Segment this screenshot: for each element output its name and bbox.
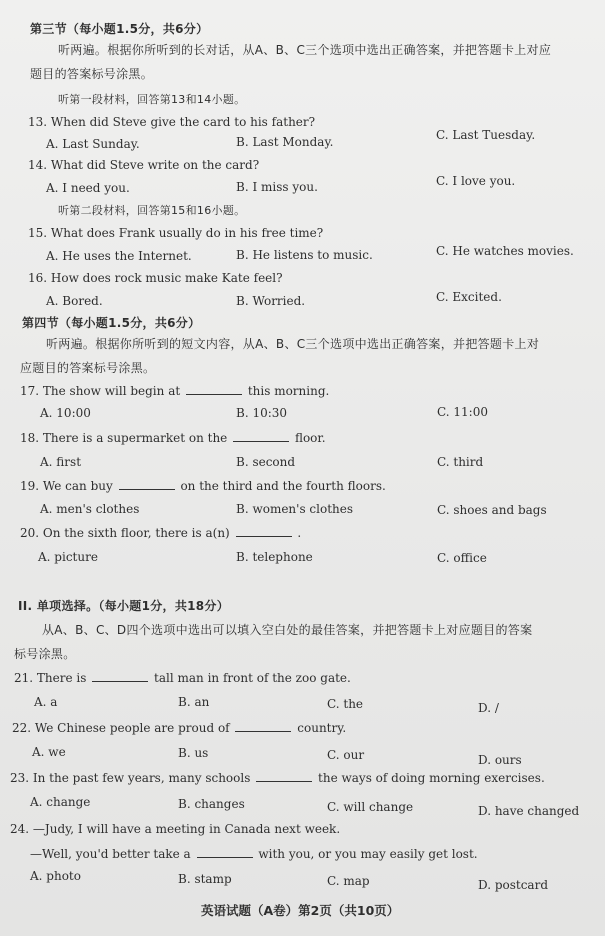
q22-stem-post: country. [297, 721, 347, 735]
q21-option-b: B. an [178, 695, 210, 709]
section3-instruction-line2: 题目的答案标号涂黑。 [30, 67, 154, 81]
q24-blank [197, 847, 253, 858]
q21-stem [14, 671, 351, 686]
q18-option-a: A. first [40, 455, 82, 469]
q15-option-c: C. He watches movies. [436, 244, 574, 258]
q14-option-b: B. I miss you. [236, 180, 318, 194]
q13-option-a: A. Last Sunday. [46, 137, 140, 151]
q20-stem [20, 526, 301, 541]
q22-blank [235, 721, 291, 732]
q19-blank [119, 479, 175, 490]
q19-option-c: C. shoes and bags [437, 503, 547, 517]
q23-blank [256, 771, 312, 782]
section4-title: 第四节（每小题1.5分，共6分） [22, 316, 201, 330]
q17-option-c: C. 11:00 [437, 405, 488, 419]
part2-instruction-line2: 标号涂黑。 [14, 647, 76, 661]
q15-option-b: B. He listens to music. [236, 248, 373, 262]
q18-option-b: B. second [236, 455, 296, 469]
q24-option-d: D. postcard [478, 878, 549, 892]
q17-stem-post: this morning. [247, 384, 330, 398]
q21-option-c: C. the [327, 697, 364, 711]
q19-option-a: A. men's clothes [40, 502, 140, 516]
q22-stem-pre: 22. We Chinese people are proud of [12, 721, 230, 735]
q14-stem: 14. What did Steve write on the card? [28, 158, 260, 172]
section4-instruction-line2: 应题目的答案标号涂黑。 [20, 361, 156, 375]
q24-stem-pre: —Well, you'd better take a [30, 847, 191, 861]
q23-stem-post: the ways of doing morning exercises. [318, 771, 545, 785]
q17-option-b: B. 10:30 [236, 406, 288, 420]
q23-option-d: D. have changed [478, 804, 580, 818]
q18-stem-pre: 18. There is a supermarket on the [20, 431, 228, 445]
q15-option-a: A. He uses the Internet. [46, 249, 192, 263]
q19-stem-pre: 19. We can buy [20, 479, 113, 493]
q20-blank [236, 526, 292, 537]
q19-stem-post: on the third and the fourth floors. [180, 479, 386, 493]
q20-option-c: C. office [437, 551, 487, 565]
material1-note: 听第一段材料，回答第13和14小题。 [58, 93, 246, 106]
q13-option-c: C. Last Tuesday. [436, 128, 536, 142]
q14-option-a: A. I need you. [46, 181, 130, 195]
q20-stem-pre: 20. On the sixth floor, there is a(n) [20, 526, 230, 540]
q23-option-b: B. changes [178, 797, 245, 811]
q22-option-d: D. ours [478, 753, 522, 767]
q20-option-a: A. picture [38, 550, 98, 564]
q21-stem-post: tall man in front of the zoo gate. [154, 671, 351, 685]
q24-line1: 24. —Judy, I will have a meeting in Canada next week. [10, 822, 341, 836]
q19-stem [20, 479, 386, 494]
part2-title: II. 单项选择。（每小题1分，共18分） [18, 599, 230, 613]
q23-option-a: A. change [30, 795, 91, 809]
section4-instruction-line1: 听两遍。根据你所听到的短文内容，从A、B、C三个选项中选出正确答案，并把答题卡上对 [46, 337, 540, 351]
q22-stem [12, 721, 346, 736]
part2-instruction-line1: 从A、B、C、D四个选项中选出可以填入空白处的最佳答案，并把答题卡上对应题目的答案 [42, 623, 533, 637]
q22-option-b: B. us [178, 746, 209, 760]
material2-note: 听第二段材料，回答第15和16小题。 [58, 204, 246, 217]
q21-option-d: D. / [478, 701, 499, 715]
q16-stem: 16. How does rock music make Kate feel? [28, 271, 283, 285]
q15-stem: 15. What does Frank usually do in his free time? [28, 226, 324, 240]
q22-option-a: A. we [32, 745, 66, 759]
q23-stem-pre: 23. In the past few years, many schools [10, 771, 251, 785]
q13-option-b: B. Last Monday. [236, 135, 334, 149]
q17-stem-pre: 17. The show will begin at [20, 384, 181, 398]
section3-title: 第三节（每小题1.5分，共6分） [30, 22, 209, 36]
q23-stem [10, 771, 545, 786]
q20-stem-post: . [297, 526, 302, 540]
q17-blank [186, 384, 242, 395]
section3-instruction-line1: 听两遍。根据你所听到的长对话，从A、B、C三个选项中选出正确答案，并把答题卡上对应 [58, 43, 552, 57]
q17-stem [20, 384, 329, 399]
q24-stem-post: with you, or you may easily get lost. [258, 847, 478, 861]
q23-option-c: C. will change [327, 800, 414, 814]
q16-option-b: B. Worried. [236, 294, 306, 308]
q24-option-c: C. map [327, 874, 370, 888]
q21-stem-pre: 21. There is [14, 671, 87, 685]
q21-blank [92, 671, 148, 682]
q19-option-b: B. women's clothes [236, 502, 354, 516]
q18-stem [20, 431, 326, 446]
q24-option-a: A. photo [30, 869, 81, 883]
q18-stem-post: floor. [294, 431, 326, 445]
q14-option-c: C. I love you. [436, 174, 516, 188]
q24-stem [30, 847, 478, 862]
page-footer: 英语试题（A卷）第2页（共10页） [201, 903, 400, 918]
q18-option-c: C. third [437, 455, 484, 469]
q18-blank [233, 431, 289, 442]
q17-option-a: A. 10:00 [40, 406, 91, 420]
q16-option-a: A. Bored. [46, 294, 103, 308]
q20-option-b: B. telephone [236, 550, 313, 564]
q24-option-b: B. stamp [178, 872, 232, 886]
q13-stem: 13. When did Steve give the card to his father? [28, 115, 316, 129]
q16-option-c: C. Excited. [436, 290, 502, 304]
q22-option-c: C. our [327, 748, 365, 762]
q21-option-a: A. a [34, 695, 58, 709]
